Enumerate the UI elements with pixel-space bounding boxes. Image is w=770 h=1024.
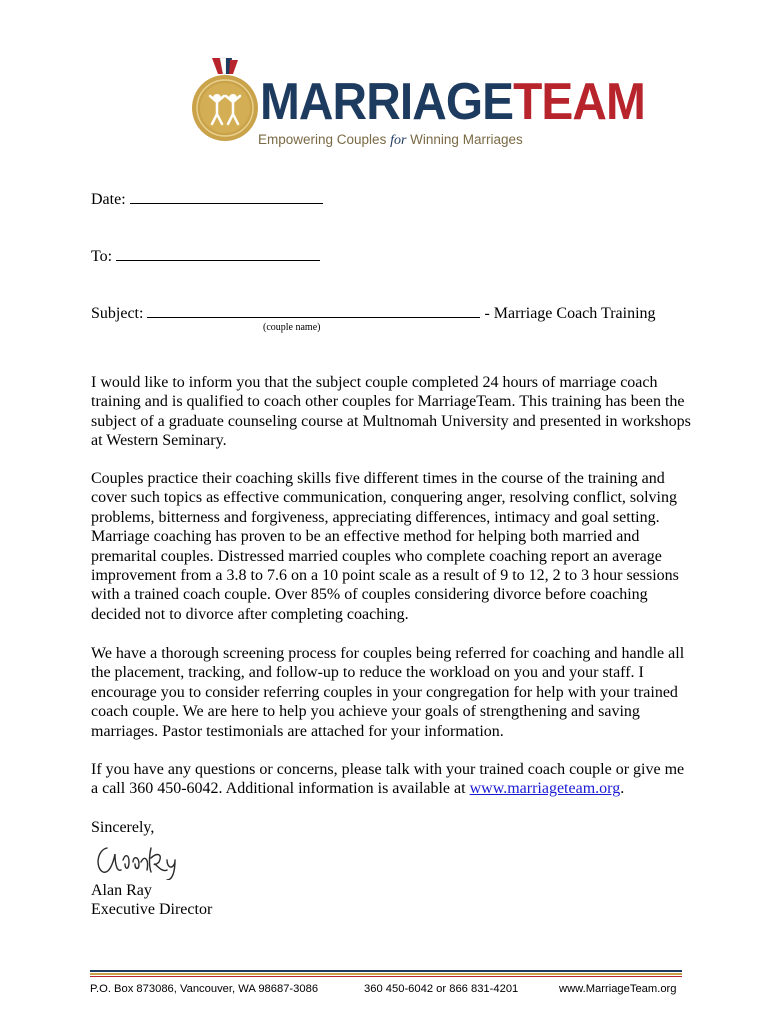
sincerely-text: Sincerely, xyxy=(91,819,155,836)
footer-address: P.O. Box 873086, Vancouver, WA 98687-3086 xyxy=(90,983,319,995)
footer-rule-gold xyxy=(90,973,682,975)
subject-label: Subject: xyxy=(91,305,144,322)
website-link[interactable]: www.marriageteam.org xyxy=(469,780,621,798)
to-field xyxy=(91,246,320,265)
brand-part-marriage: MARRIAGE xyxy=(260,73,514,131)
paragraph-4-text: If you have any questions or concerns, please talk with your trained coach couple or give me a call 360 450-6042. Additional information is available at xyxy=(91,761,685,798)
signer-name: Alan Ray xyxy=(91,882,152,899)
tagline-part2: Winning Marriages xyxy=(406,132,523,147)
tagline-part1: Empowering Couples xyxy=(258,132,391,147)
subject-suffix: - Marriage Coach Training xyxy=(484,305,656,322)
tagline-for: for xyxy=(390,133,407,148)
date-label: Date: xyxy=(91,191,126,208)
paragraph-3: We have a thorough screening process for couples being referred for coaching and handle all the placement, tracking, and follow-up to reduce the workload on you and your staff. I encourage you to consider referring couples in your congregation for help with your trained coach couple. We are here to help you achieve your goals of strengthening and saving marriages. Pastor testimonials are attached for your information. xyxy=(91,645,685,740)
paragraph-4 xyxy=(91,760,691,799)
paragraph-4-end: . xyxy=(620,780,625,798)
subject-field xyxy=(91,303,656,322)
marriageteam-logo xyxy=(190,56,645,148)
footer-phone: 360 450-6042 or 866 831-4201 xyxy=(364,983,519,995)
couple-name-caption: (couple name) xyxy=(263,322,321,333)
footer-rule-red xyxy=(90,976,682,978)
paragraph-2: Couples practice their coaching skills five different times in the course of the training and cover such topics as effective communication, conquering anger, resolving conflict, solving problems, bitterness and forgiveness, appreciating differences, intimacy and goal setting. Marriage coaching has proven to be an effective method for helping both married and premarital couples. Distressed married couples who complete coaching report an average improvement from a 3.8 to 7.6 on a 10 point scale as a result of 9 to 12, 2 to 3 hour sessions with a trained coach couple. Over 85% of couples considering divorce before coaching decided not to divorce after completing coaching. xyxy=(91,470,679,623)
date-blank-line[interactable] xyxy=(130,189,323,204)
paragraph-1: I would like to inform you that the subject couple completed 24 hours of marriage coach training and is qualified to coach other couples for MarriageTeam. This training has been the subject of a graduate counseling course at Multnomah University and presented in workshops at Western Seminary. xyxy=(91,374,691,450)
brand-wordmark xyxy=(260,73,645,131)
to-blank-line[interactable] xyxy=(116,246,320,261)
subject-blank-line[interactable] xyxy=(147,303,480,318)
footer-website[interactable]: www.MarriageTeam.org xyxy=(559,983,677,995)
date-field xyxy=(91,189,323,208)
medallion-icon xyxy=(190,56,260,148)
footer-rule-navy xyxy=(90,970,682,972)
brand-part-team: TEAM xyxy=(513,73,645,131)
signer-title: Executive Director xyxy=(91,901,213,918)
to-label: To: xyxy=(91,248,113,265)
brand-tagline xyxy=(258,132,523,149)
signature-image xyxy=(93,840,185,880)
